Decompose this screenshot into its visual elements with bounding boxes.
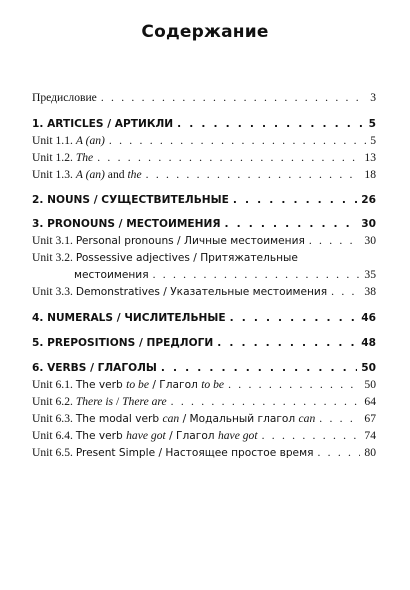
toc-page: 48	[361, 337, 376, 349]
leader-dots	[225, 217, 358, 231]
toc-label: Unit 3.1. Personal pronouns / Личные местоимения	[32, 234, 305, 247]
toc-label: 6. VERBS / ГЛАГОЛЫ	[32, 362, 157, 374]
toc-entry-unit-1-3[interactable]	[32, 166, 376, 182]
toc-label: 3. PRONOUNS / МЕСТОИМЕНИЯ	[32, 218, 221, 230]
toc-page: 74	[364, 429, 376, 442]
leader-dots	[146, 168, 361, 182]
toc-page: 38	[364, 285, 376, 298]
toc-label: Unit 6.5. Present Simple / Настоящее простое время	[32, 446, 314, 459]
toc-entry-unit-3-3[interactable]	[32, 283, 376, 299]
toc-page: 64	[364, 395, 376, 408]
toc-page: 30	[364, 234, 376, 247]
leader-dots	[171, 395, 361, 409]
leader-dots	[262, 429, 361, 443]
leader-dots	[101, 91, 366, 105]
toc-label: Unit 1.1. A (an)	[32, 134, 105, 147]
toc-label: Unit 1.2. The	[32, 151, 94, 164]
toc-entry-unit-3-2-continued[interactable]	[32, 266, 376, 282]
leader-dots	[230, 311, 358, 325]
toc-page: 5	[370, 134, 376, 147]
toc-label: Unit 3.3. Demonstratives / Указательные местоимения	[32, 285, 328, 298]
toc-label: 4. NUMERALS / ЧИСЛИТЕЛЬНЫЕ	[32, 312, 226, 324]
leader-dots	[319, 412, 360, 426]
toc-page: 30	[361, 218, 376, 230]
toc-entry-unit-1-1[interactable]	[32, 132, 376, 148]
leader-dots	[217, 336, 357, 350]
leader-dots	[161, 361, 357, 375]
toc-section-pronouns[interactable]	[32, 215, 376, 231]
toc-entry-unit-6-3[interactable]	[32, 410, 376, 426]
toc-label: Unit 3.2. Possessive adjectives / Притяжательные	[32, 251, 298, 264]
toc-section-verbs[interactable]	[32, 359, 376, 375]
toc-label: Unit 6.3. The modal verb can / Модальный глагол can	[32, 412, 316, 425]
toc-label: Unit 6.4. The verb have got / Глагол have got	[32, 429, 258, 442]
toc-page: 26	[361, 194, 376, 206]
toc-entry-preface[interactable]	[32, 89, 376, 105]
toc-entry-unit-6-5[interactable]	[32, 444, 376, 460]
toc-page: 46	[361, 312, 376, 324]
toc-page: 3	[370, 91, 376, 104]
toc-entry-unit-1-2[interactable]	[32, 149, 376, 165]
toc-entry-unit-6-4[interactable]	[32, 427, 376, 443]
leader-dots	[233, 193, 357, 207]
leader-dots	[177, 117, 364, 131]
toc-label: 2. NOUNS / СУЩЕСТВИТЕЛЬНЫЕ	[32, 194, 229, 206]
toc-page: 50	[364, 378, 376, 391]
toc-entry-unit-6-2[interactable]	[32, 393, 376, 409]
toc-label: Unit 6.2. There is / There are	[32, 395, 167, 408]
toc-entry-unit-3-2[interactable]	[32, 249, 376, 265]
toc-page: 13	[364, 151, 376, 164]
leader-dots	[97, 151, 360, 165]
leader-dots	[331, 285, 360, 299]
toc-section-prepositions[interactable]	[32, 334, 376, 350]
toc-section-articles[interactable]	[32, 115, 376, 131]
toc-page: 50	[361, 362, 376, 374]
toc-page: 67	[364, 412, 376, 425]
leader-dots	[317, 446, 360, 460]
toc-label: Предисловие	[32, 91, 97, 104]
leader-dots	[109, 134, 366, 148]
toc-page: 5	[368, 118, 376, 130]
leader-dots	[153, 268, 361, 282]
toc-page: 80	[364, 446, 376, 459]
toc-label: Unit 1.3. A (an) and the	[32, 168, 142, 181]
page-title: Содержание	[141, 22, 269, 42]
toc-label: Unit 6.1. The verb to be / Глагол to be	[32, 378, 225, 391]
leader-dots	[228, 378, 360, 392]
toc-label: 1. ARTICLES / АРТИКЛИ	[32, 118, 174, 130]
toc-section-numerals[interactable]	[32, 309, 376, 325]
toc-label-continued: местоимения	[74, 269, 149, 281]
toc-page: 35	[364, 268, 376, 281]
toc-page: 18	[364, 168, 376, 181]
toc-entry-unit-6-1[interactable]	[32, 376, 376, 392]
toc-entry-unit-3-1[interactable]	[32, 232, 376, 248]
toc-label: 5. PREPOSITIONS / ПРЕДЛОГИ	[32, 337, 214, 349]
leader-dots	[309, 234, 361, 248]
toc-section-nouns[interactable]	[32, 191, 376, 207]
